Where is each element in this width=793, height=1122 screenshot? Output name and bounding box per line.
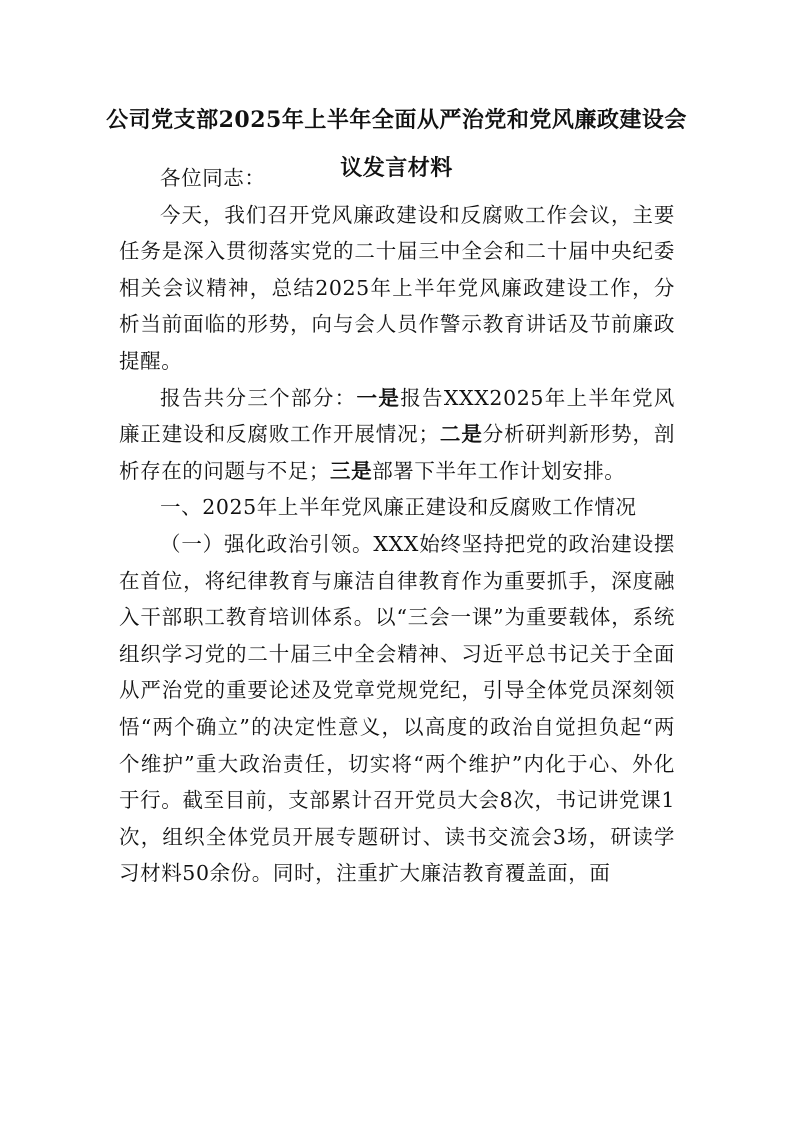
outline-intro: 报告共分三个部分： <box>160 385 357 410</box>
paragraph-political-guidance: （一）强化政治引领。XXX始终坚持把党的政治建设摆在首位，将纪律教育与廉洁自律教育作为重要抓手，深度融入干部职工教育培训体系。以“三会一课”为重要载体，系统组织学习党的二十届三中全会精神、习近平总书记关于全面从严治党的重要论述及党章党规党纪，引导全体党员深刻领悟“两个确立”的决定性意义，以高度的政治自觉担负起“两个维护”重大政治责任，切实将“两个维护”内化于心、外化于行。截至目前，支部累计召开党员大会8次，书记讲党课1次，组织全体党员开展专题研讨、读书交流会3场，研读学习材料50余份。同时，注重扩大廉洁教育覆盖面，面 <box>119 531 675 886</box>
outline-first-lead: 一是 <box>356 385 401 410</box>
paragraph-intro: 今天，我们召开党风廉政建设和反腐败工作会议，主要任务是深入贯彻落实党的二十届三中全会和二十届中央纪委相关会议精神，总结2025年上半年党风廉政建设工作，分析当前面临的形势，向与会人员作警示教育讲话及节前廉政提醒。 <box>119 202 675 373</box>
outline-second-text: 分析研判新形势，剖析存在的问题与不足； <box>119 422 675 483</box>
outline-third-text: 部署下半年工作计划安排。 <box>372 458 626 483</box>
outline-second-lead: 二是 <box>439 422 483 447</box>
outline-first-text: 报告XXX2025年上半年党风廉正建设和反腐败工作开展情况； <box>119 385 676 447</box>
paragraph-outline <box>119 380 675 490</box>
outline-third-lead: 三是 <box>330 458 373 483</box>
document-body <box>119 160 675 892</box>
document-title: 公司党支部2025年上半年全面从严治党和党风廉政建设会议发言材料 <box>106 107 687 181</box>
greeting: 各位同志： <box>160 166 266 190</box>
section-heading-1: 一、2025年上半年党风廉正建设和反腐败工作情况 <box>160 495 637 520</box>
